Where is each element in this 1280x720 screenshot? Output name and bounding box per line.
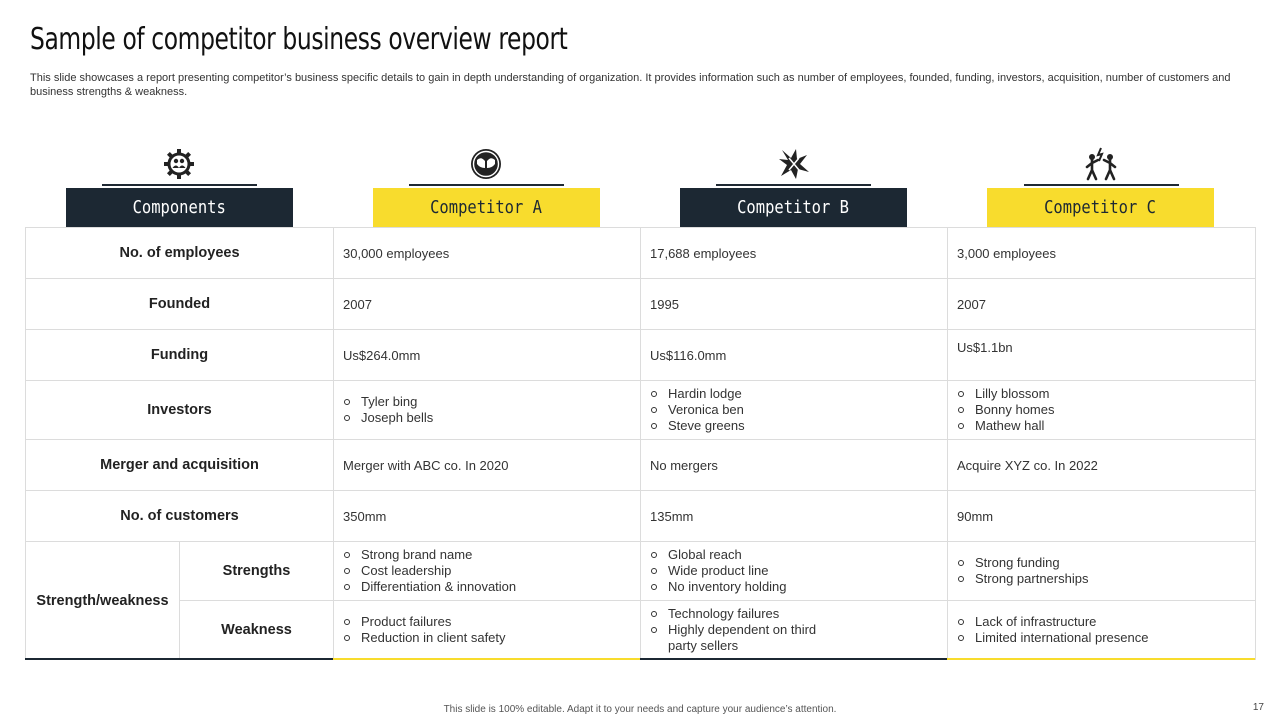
page-title: Sample of competitor business overview report [30,22,568,57]
cell-competitor-b [641,542,948,601]
cell-competitor-c: Acquire XYZ co. In 2022 [948,440,1256,491]
table-row [26,228,1256,279]
list-item: Lilly blossom [957,386,1246,402]
bottom-accent-line [640,658,947,660]
cell-competitor-b: 1995 [641,279,948,330]
row-label: Merger and acquisition [26,440,334,491]
cell-competitor-a: Merger with ABC co. In 2020 [334,440,641,491]
comparison-table [25,227,1256,660]
table-row [26,279,1256,330]
cell-competitor-a: 30,000 employees [334,228,641,279]
bullet-list [957,386,1246,434]
footer-note: This slide is 100% editable. Adapt it to your needs and capture your audience’s attention. [443,704,837,715]
cell-competitor-c: 90mm [948,491,1256,542]
list-item: Tyler bing [343,394,631,410]
fighting-people-icon [1083,146,1119,182]
cell-competitor-a: Us$264.0mm [334,330,641,381]
page-number: 17 [1252,702,1264,713]
row-sublabel: Weakness [180,601,334,660]
cell-competitor-c: 3,000 employees [948,228,1256,279]
handshake-circle-icon [468,146,504,182]
cell-competitor-c [948,542,1256,601]
header-divider-line [716,184,871,186]
cell-competitor-a: 350mm [334,491,641,542]
cell-competitor-c [948,381,1256,440]
list-item: Strong funding [957,555,1246,571]
list-item: Reduction in client safety [343,630,631,646]
header-divider-line [409,184,564,186]
page-subtitle: This slide showcases a report presenting competitor’s business specific details to gain in depth understanding of organization. It provides information such as number of employees, founded, funding, investors, acquisition, number of customers and business strengths & weakness. [30,72,1231,98]
header-components: Components [66,188,293,227]
bullet-list [343,547,631,595]
cell-competitor-a: 2007 [334,279,641,330]
row-label: Founded [26,279,334,330]
bullet-list [957,614,1246,646]
list-item: Lack of infrastructure [957,614,1246,630]
list-item: No inventory holding [650,579,938,595]
list-item: Joseph bells [343,410,631,426]
header-divider-line [1024,184,1179,186]
list-item: Product failures [343,614,631,630]
bullet-list [650,386,938,434]
bottom-accent-line [25,658,333,660]
bottom-accent-line [947,658,1255,660]
row-label: Strength/weakness [26,542,180,660]
header-competitor-b: Competitor B [680,188,907,227]
cell-competitor-b [641,381,948,440]
cell-competitor-c: Us$1.1bn [948,330,1256,381]
row-label: No. of employees [26,228,334,279]
row-sublabel: Strengths [180,542,334,601]
header-competitor-c: Competitor C [987,188,1214,227]
table-row [26,330,1256,381]
list-item: Cost leadership [343,563,631,579]
bullet-list [343,614,631,646]
cell-competitor-b [641,601,948,660]
list-item: Strong partnerships [957,571,1246,587]
cell-competitor-c [948,601,1256,660]
cell-competitor-b: 135mm [641,491,948,542]
table-row [26,601,1256,660]
cell-competitor-b: 17,688 employees [641,228,948,279]
bullet-list [650,547,938,595]
cell-competitor-a [334,601,641,660]
list-item: Global reach [650,547,938,563]
row-label: No. of customers [26,491,334,542]
list-item: Technology failures [650,606,938,622]
competition-burst-icon [776,146,812,182]
list-item: Limited international presence [957,630,1246,646]
list-item: Wide product line [650,563,938,579]
table-row [26,542,1256,601]
cell-competitor-c: 2007 [948,279,1256,330]
bullet-list [343,394,631,426]
bullet-list [957,555,1246,587]
list-item: Veronica ben [650,402,938,418]
list-item: Strong brand name [343,547,631,563]
table-row [26,491,1256,542]
row-label: Investors [26,381,334,440]
list-item: Mathew hall [957,418,1246,434]
list-item: Differentiation & innovation [343,579,631,595]
gear-people-icon [161,146,197,182]
list-item: Steve greens [650,418,938,434]
cell-competitor-b: Us$116.0mm [641,330,948,381]
table-row [26,440,1256,491]
row-label: Funding [26,330,334,381]
bullet-list [650,606,938,654]
list-item: Bonny homes [957,402,1246,418]
cell-competitor-b: No mergers [641,440,948,491]
cell-competitor-a [334,381,641,440]
list-item: Hardin lodge [650,386,938,402]
header-divider-line [102,184,257,186]
table-row [26,381,1256,440]
header-competitor-a: Competitor A [373,188,600,227]
list-item: Highly dependent on third party sellers [650,622,938,654]
cell-competitor-a [334,542,641,601]
bottom-accent-line [333,658,640,660]
